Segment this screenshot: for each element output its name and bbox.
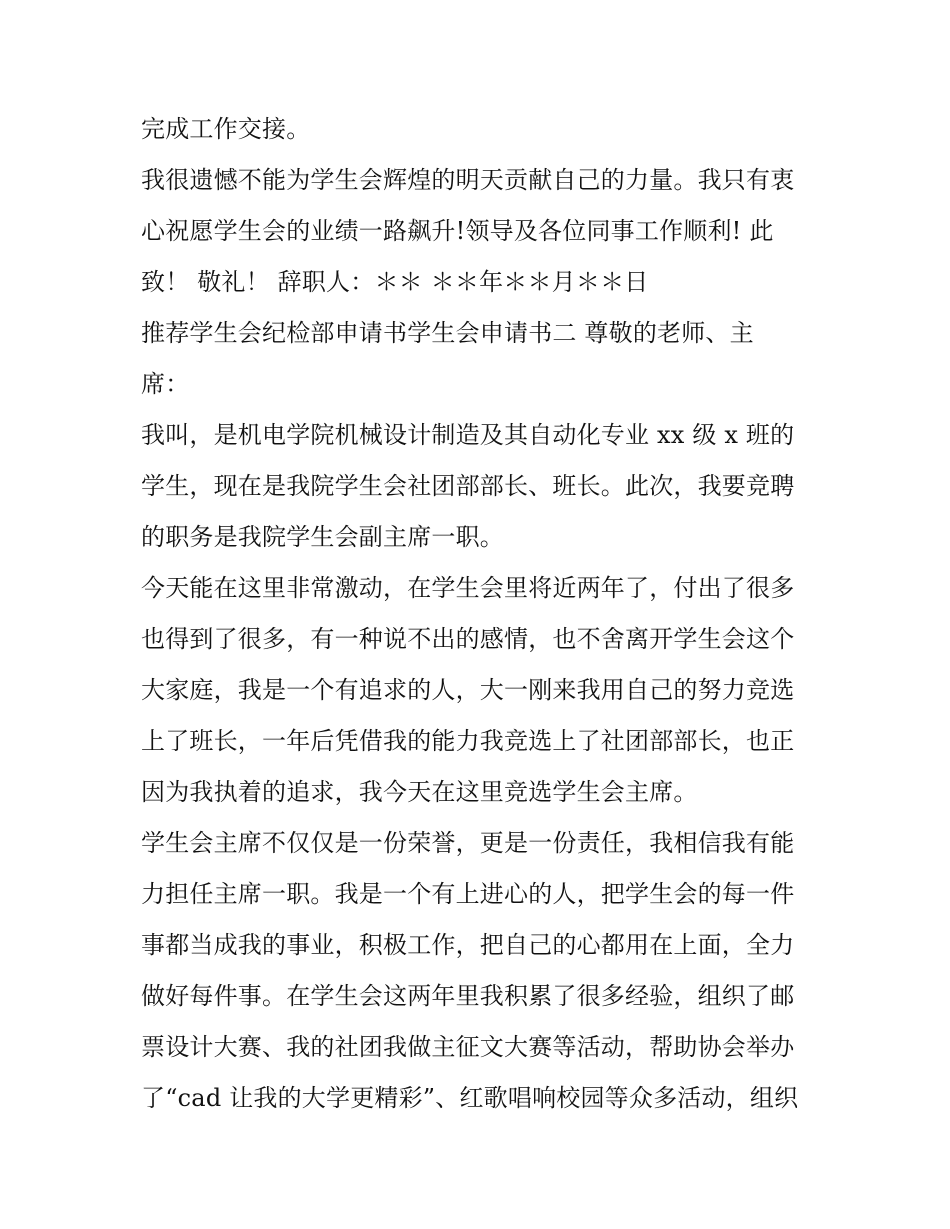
- text-line: 学生会主席不仅仅是一份荣誉，更是一份责任，我相信我有能: [141, 829, 795, 857]
- text-line: 完成工作交接。: [141, 115, 311, 143]
- text-line: 事都当成我的事业，积极工作，把自己的心都用在上面，全力: [141, 931, 795, 959]
- text-line: 心祝愿学生会的业绩一路飙升!领导及各位同事工作顺利! 此: [141, 217, 774, 245]
- text-line: 也得到了很多，有一种说不出的感情，也不舍离开学生会这个: [141, 625, 795, 653]
- text-line: 了“cad 让我的大学更精彩”、红歌唱响校园等众多活动，组织: [141, 1084, 799, 1112]
- text-line: 今天能在这里非常激动，在学生会里将近两年了，付出了很多: [141, 574, 795, 602]
- text-line: 票设计大赛、我的社团我做主征文大赛等活动，帮助协会举办: [141, 1033, 795, 1061]
- text-line: 因为我执着的追求，我今天在这里竞选学生会主席。: [141, 778, 698, 806]
- text-line: 我很遗憾不能为学生会辉煌的明天贡献自己的力量。我只有衷: [141, 166, 795, 194]
- text-line: 大家庭，我是一个有追求的人，大一刚来我用自己的努力竞选: [141, 676, 795, 704]
- text-line: 做好每件事。在学生会这两年里我积累了很多经验，组织了邮: [141, 982, 795, 1010]
- text-line: 学生，现在是我院学生会社团部部长、班长。此次，我要竞聘: [141, 472, 795, 500]
- text-line: 推荐学生会纪检部申请书学生会申请书二 尊敬的老师、主: [141, 319, 754, 347]
- text-line: 致！ 敬礼！ 辞职人：＊＊ ＊＊年＊＊月＊＊日: [141, 268, 649, 296]
- text-line: 我叫，是机电学院机械设计制造及其自动化专业 xx 级 x 班的: [141, 421, 795, 449]
- document-body: [141, 104, 821, 1124]
- text-line: 的职务是我院学生会副主席一职。: [141, 523, 504, 551]
- text-line: 席：: [141, 370, 190, 398]
- text-line: 上了班长，一年后凭借我的能力我竞选上了社团部部长，也正: [141, 727, 795, 755]
- text-line: 力担任主席一职。我是一个有上进心的人，把学生会的每一件: [141, 880, 795, 908]
